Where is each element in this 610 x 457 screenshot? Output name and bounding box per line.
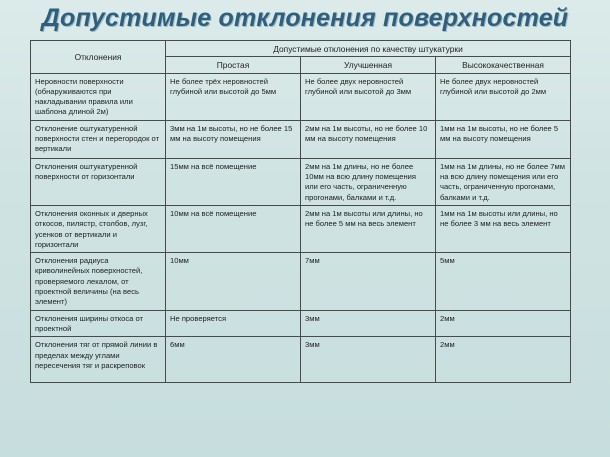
table-row xyxy=(31,73,571,120)
header-improved: Улучшенная xyxy=(301,57,436,73)
row-simple-value: 10мм на всё помещение xyxy=(166,205,301,252)
row-improved-value: Не более двух неровностей глубиной или высотой до 3мм xyxy=(301,73,436,120)
row-improved-value: 2мм на 1м длины, но не более 10мм на всю длину помещения или его часть, ограниченную прогонами, балками и т.д. xyxy=(301,158,436,205)
row-high-value: 2мм xyxy=(436,310,571,337)
table-row xyxy=(31,310,571,337)
row-deviation-name: Отклонения тяг от прямой линии в пределах между углами пересечения тяг и раскреповок xyxy=(31,337,166,383)
row-improved-value: 3мм xyxy=(301,337,436,383)
table-row xyxy=(31,158,571,205)
table-row xyxy=(31,120,571,158)
header-quality-group: Допустимые отклонения по качеству штукатурки xyxy=(166,41,571,57)
page-title: Допустимые отклонения поверхностей xyxy=(41,4,569,32)
row-improved-value: 2мм на 1м высоты или длины, но не более 5 мм на весь элемент xyxy=(301,205,436,252)
row-simple-value: 6мм xyxy=(166,337,301,383)
deviations-table xyxy=(30,40,571,383)
table-row xyxy=(31,337,571,383)
row-simple-value: 15мм на всё помещение xyxy=(166,158,301,205)
row-deviation-name: Отклонения ширины откоса от проектной xyxy=(31,310,166,337)
row-high-value: 1мм на 1м высоты, но не более 5 мм на высоту помещения xyxy=(436,120,571,158)
row-high-value: 2мм xyxy=(436,337,571,383)
row-high-value: Не более двух неровностей глубиной или высотой до 2мм xyxy=(436,73,571,120)
row-deviation-name: Отклонения оконных и дверных откосов, пилястр, столбов, лузг, усенков от вертикали и горизонтали xyxy=(31,205,166,252)
row-deviation-name: Неровности поверхности (обнаруживаются при накладывании правила или шаблона длиной 2м) xyxy=(31,73,166,120)
row-deviation-name: Отклонения радиуса криволинейных поверхностей, проверяемого лекалом, от проектной величины (на весь элемент) xyxy=(31,253,166,310)
row-improved-value: 3мм xyxy=(301,310,436,337)
row-simple-value: Не проверяется xyxy=(166,310,301,337)
row-improved-value: 2мм на 1м высоты, но не более 10 мм на высоту помещения xyxy=(301,120,436,158)
row-simple-value: 3мм на 1м высоты, но не более 15 мм на высоту помещения xyxy=(166,120,301,158)
header-deviations: Отклонения xyxy=(31,41,166,74)
row-deviation-name: Отклонение оштукатуренной поверхности стен и перегородок от вертикали xyxy=(31,120,166,158)
row-high-value: 1мм на 1м длины, но не более 7мм на всю длину помещения или его часть, ограниченную прогонами, балками и т.д. xyxy=(436,158,571,205)
row-deviation-name: Отклонения оштукатуренной поверхности от горизонтали xyxy=(31,158,166,205)
row-high-value: 1мм на 1м высоты или длины, но не более 3 мм на весь элемент xyxy=(436,205,571,252)
row-high-value: 5мм xyxy=(436,253,571,310)
header-high-quality: Высококачественная xyxy=(436,57,571,73)
table-row xyxy=(31,253,571,310)
row-improved-value: 7мм xyxy=(301,253,436,310)
row-simple-value: 10мм xyxy=(166,253,301,310)
table-row xyxy=(31,205,571,252)
row-simple-value: Не более трёх неровностей глубиной или высотой до 5мм xyxy=(166,73,301,120)
header-simple: Простая xyxy=(166,57,301,73)
